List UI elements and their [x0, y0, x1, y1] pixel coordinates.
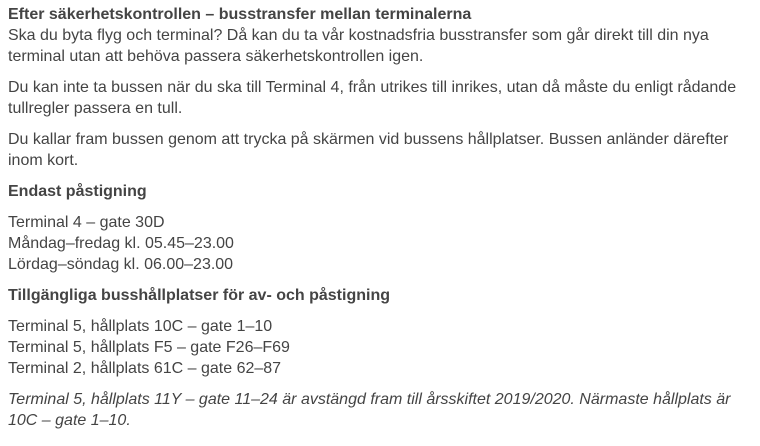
weekend-hours: Lördag–söndag kl. 06.00–23.00: [8, 256, 234, 273]
bus-stop-item: Terminal 5, hållplats F5 – gate F26–F69: [8, 339, 290, 356]
intro-paragraph: Ska du byta flyg och terminal? Då kan du ta vår kostnadsfria busstransfer som går direkt till din nya terminal utan att behöva passera säkerhetskontrollen igen.: [8, 27, 709, 65]
boarding-only-heading: Endast påstigning: [8, 183, 147, 200]
closure-note: Terminal 5, hållplats 11Y – gate 11–24 är avstängd fram till årsskiftet 2019/2020. Närmaste hållplats är 10C – gate 1–10.: [8, 391, 731, 429]
bus-stops-heading: Tillgängliga busshållplatser för av- och påstigning: [8, 287, 390, 304]
weekday-hours: Måndag–fredag kl. 05.45–23.00: [8, 235, 234, 252]
bus-stop-item: Terminal 5, hållplats 10C – gate 1–10: [8, 318, 273, 335]
boarding-only-gate: Terminal 4 – gate 30D: [8, 214, 165, 231]
bus-stops-list: [8, 316, 750, 379]
boarding-only-list: [8, 212, 750, 275]
page-title: Efter säkerhetskontrollen – busstransfer mellan terminalerna: [8, 6, 472, 23]
bus-stop-item: Terminal 2, hållplats 61C – gate 62–87: [8, 360, 282, 377]
terminal-4-paragraph: Du kan inte ta bussen när du ska till Terminal 4, från utrikes till inrikes, utan då måste du enligt rådande tullregler passera en tull.: [8, 79, 737, 117]
call-bus-paragraph: Du kallar fram bussen genom att trycka på skärmen vid bussens hållplatser. Bussen anländer därefter inom kort.: [8, 131, 729, 169]
